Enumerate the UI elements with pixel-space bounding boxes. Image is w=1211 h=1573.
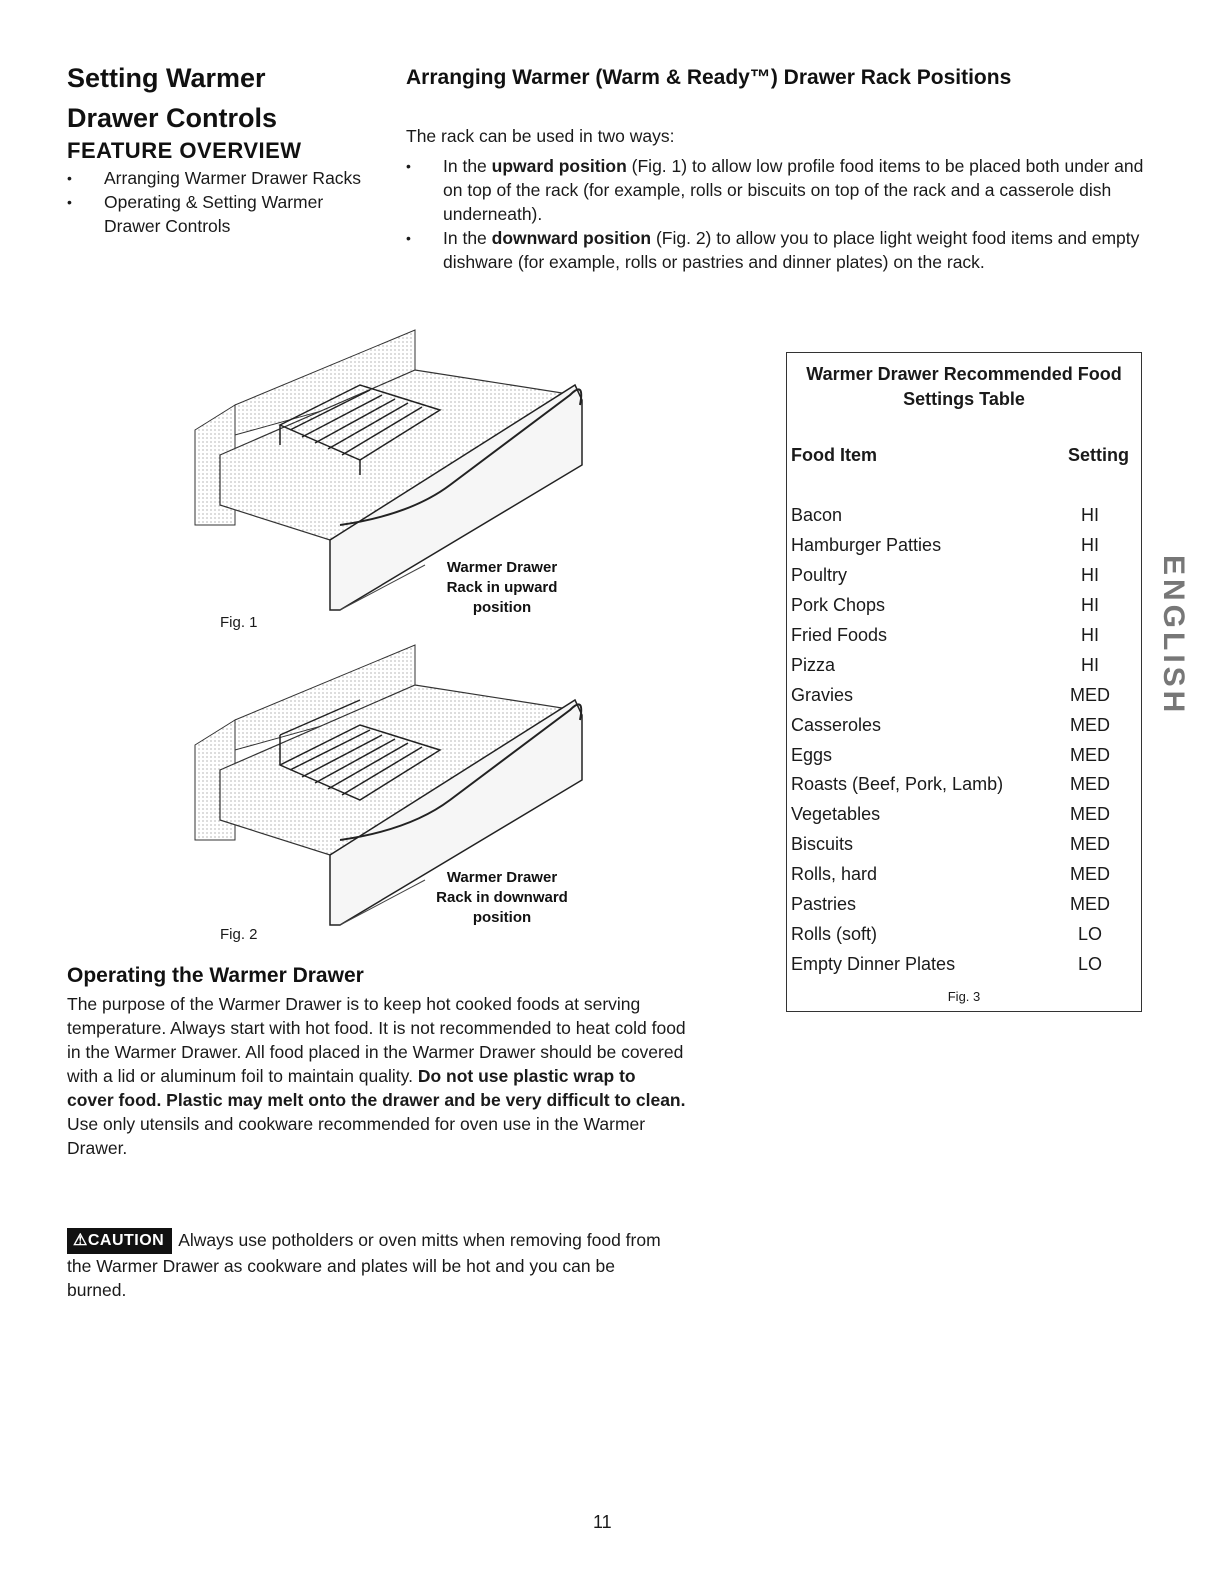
feature-item: • Operating & Setting Warmer Drawer Controls xyxy=(67,190,367,238)
language-side-tab: ENGLISH xyxy=(1157,555,1190,717)
setting-cell: LO xyxy=(1077,923,1102,944)
arranging-list xyxy=(406,154,1154,274)
page-title-line1: Setting Warmer xyxy=(67,63,266,93)
setting-cell: LO xyxy=(1077,953,1102,974)
setting-cell: MED xyxy=(1070,714,1110,735)
food-item-cell: Bacon xyxy=(791,505,843,526)
table-row xyxy=(791,949,1135,979)
food-item-cell: Vegetables xyxy=(791,804,881,825)
rack-downward-item: • In the downward position (Fig. 2) to allow you to place light weight food items and empty dishware (for example, rolls or pastries and dinner plates) on the rack. xyxy=(406,226,1154,274)
table-row xyxy=(791,830,1135,860)
feature-item: • Arranging Warmer Drawer Racks xyxy=(67,166,367,190)
arranging-heading: Arranging Warmer (Warm & Ready™) Drawer Rack Positions xyxy=(406,66,1012,89)
table-row xyxy=(791,621,1135,651)
page-number: 11 xyxy=(593,1512,612,1532)
table-row xyxy=(791,770,1135,800)
food-item-cell: Poultry xyxy=(791,565,848,586)
setting-cell: HI xyxy=(1081,625,1099,645)
setting-cell: HI xyxy=(1081,654,1099,675)
food-item-cell: Rolls (soft) xyxy=(791,923,878,944)
setting-cell: HI xyxy=(1081,595,1099,616)
table-row xyxy=(791,501,1135,531)
food-item-cell: Hamburger Patties xyxy=(791,535,942,556)
table-title: Warmer Drawer Recommended Food Settings Table xyxy=(806,364,1122,409)
table-row xyxy=(791,680,1135,710)
fig1-callout: Warmer Drawer Rack in upward position xyxy=(446,559,558,616)
setting-cell: MED xyxy=(1070,894,1110,915)
food-item-cell: Eggs xyxy=(791,744,833,765)
table-row xyxy=(791,740,1135,770)
setting-cell: MED xyxy=(1070,804,1110,825)
fig2-callout: Warmer Drawer Rack in downward position xyxy=(436,869,568,926)
fig2-caption: Fig. 2 xyxy=(220,926,258,943)
operating-heading: Operating the Warmer Drawer xyxy=(67,964,364,987)
table-row xyxy=(791,890,1135,920)
caution-note xyxy=(67,1228,677,1302)
table-header xyxy=(791,445,1135,466)
fig3-caption: Fig. 3 xyxy=(947,989,981,1004)
page-title-line2: Drawer Controls xyxy=(67,103,278,133)
setting-cell: MED xyxy=(1070,834,1110,855)
setting-cell: HI xyxy=(1081,505,1099,526)
col-food-header: Food Item xyxy=(791,445,877,465)
setting-cell: MED xyxy=(1070,864,1110,885)
table-row xyxy=(791,591,1135,621)
table-row xyxy=(791,710,1135,740)
food-settings-table-box xyxy=(786,352,1142,1012)
setting-cell: MED xyxy=(1070,744,1110,765)
food-item-cell: Roasts (Beef, Pork, Lamb) xyxy=(791,774,1004,795)
table-row xyxy=(791,531,1135,561)
operating-body: The purpose of the Warmer Drawer is to keep hot cooked foods at serving temperature. Always start with hot food. It is not recommended to heat cold food in the Warmer Drawer. All food placed in the Warmer Drawer should be covered with a lid or aluminum foil to maintain quality. Do not use plastic wrap to cover food. Plastic may melt onto the drawer and be very difficult to clean. Use only utensils and cookware recommended for oven use in the Warmer Drawer. xyxy=(67,994,686,1158)
food-item-cell: Pork Chops xyxy=(791,595,886,616)
caution-badge: ⚠CAUTION xyxy=(67,1228,172,1254)
food-item-cell: Pizza xyxy=(791,654,836,675)
arranging-intro: The rack can be used in two ways: xyxy=(406,126,675,146)
setting-cell: MED xyxy=(1070,774,1110,795)
food-item-cell: Gravies xyxy=(791,684,854,705)
table-row xyxy=(791,561,1135,591)
col-setting-header: Setting xyxy=(1068,445,1129,465)
setting-cell: HI xyxy=(1081,565,1099,586)
setting-cell: HI xyxy=(1081,535,1099,556)
food-settings-table xyxy=(791,501,1135,979)
table-row xyxy=(791,860,1135,890)
food-item-cell: Casseroles xyxy=(791,714,882,735)
food-item-cell: Pastries xyxy=(791,894,857,915)
table-row xyxy=(791,650,1135,680)
fig1-caption: Fig. 1 xyxy=(220,614,258,631)
food-item-cell: Fried Foods xyxy=(791,625,888,645)
caution-text: Always use potholders or oven mitts when removing food from the Warmer Drawer as cookware and plates will be hot and you can be burned. xyxy=(67,1230,661,1300)
setting-cell: MED xyxy=(1070,684,1110,705)
table-row xyxy=(791,919,1135,949)
food-item-cell: Rolls, hard xyxy=(791,864,878,885)
table-row xyxy=(791,800,1135,830)
food-item-cell: Empty Dinner Plates xyxy=(791,953,956,974)
rack-upward-item: • In the upward position (Fig. 1) to allow low profile food items to be placed both under and on top of the rack (for example, rolls or biscuits on top of the rack and a casserole dish underneath). xyxy=(406,154,1154,226)
food-item-cell: Biscuits xyxy=(791,834,854,855)
feature-overview-heading: FEATURE OVERVIEW xyxy=(67,138,302,163)
feature-list xyxy=(67,166,367,238)
